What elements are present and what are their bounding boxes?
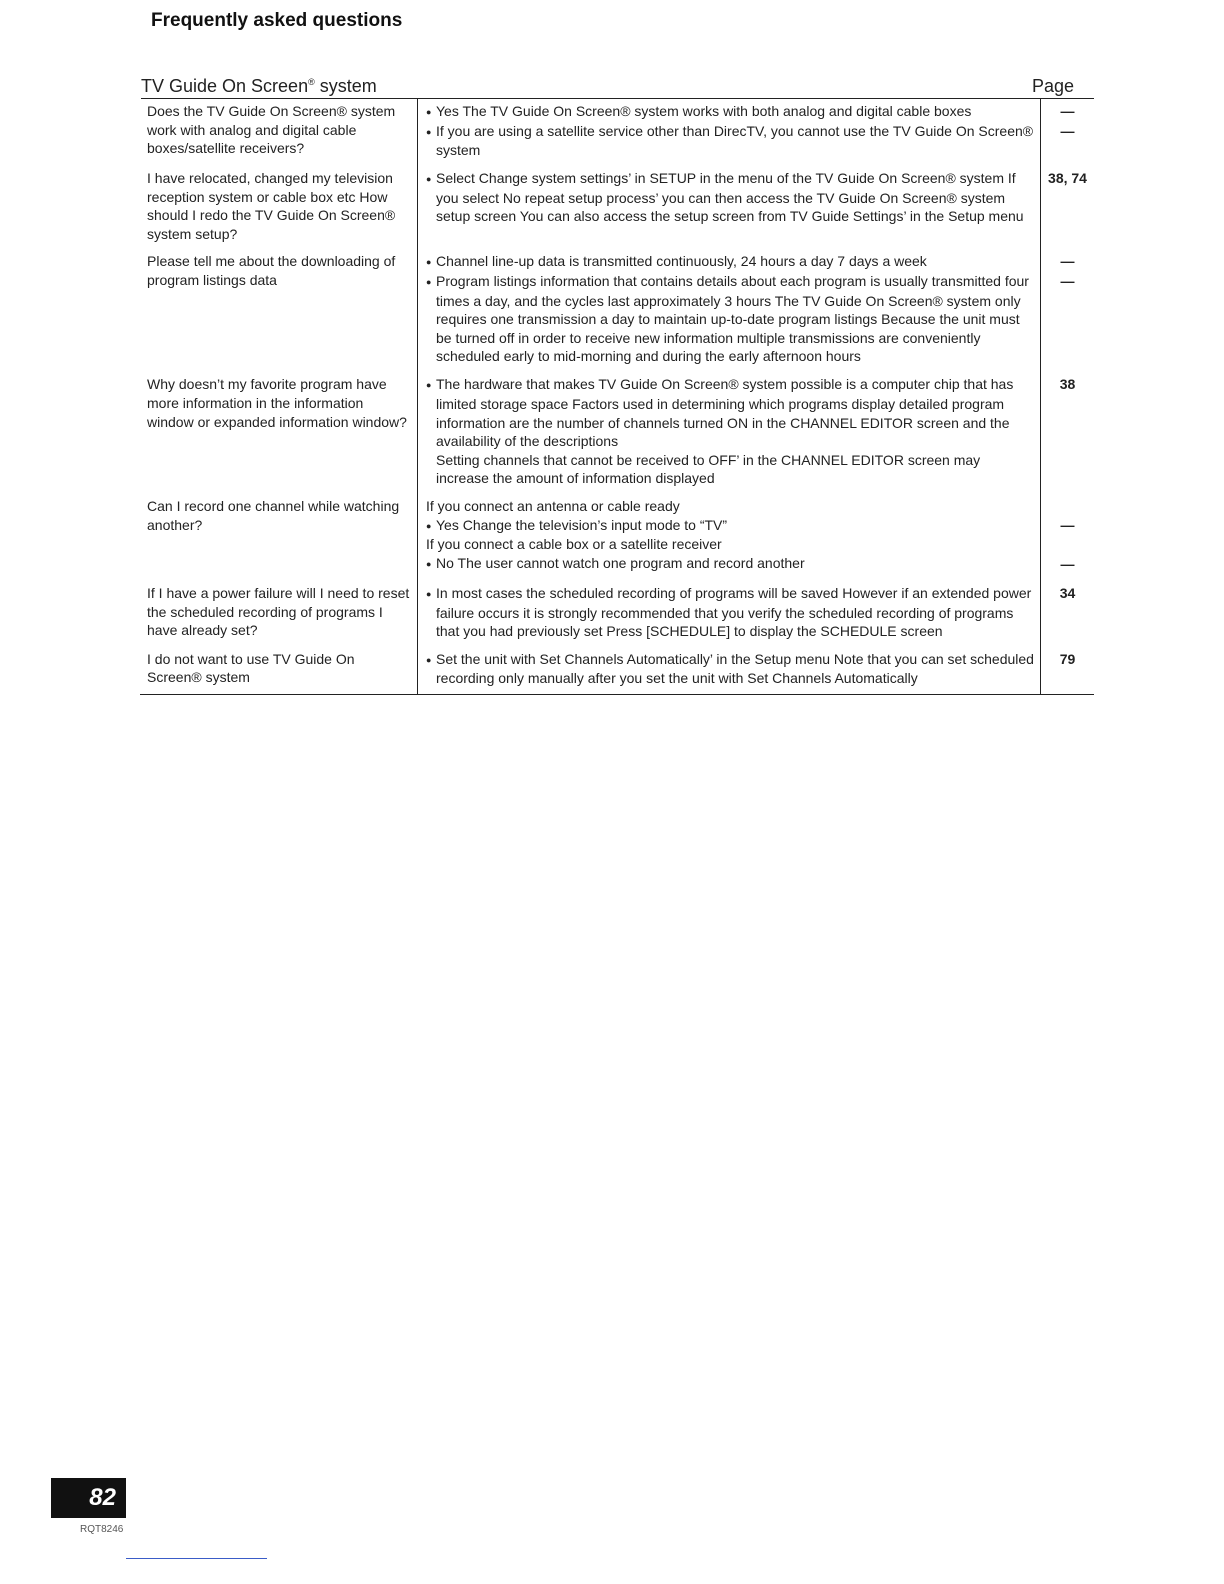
faq-question: I do not want to use TV Guide On Screen® system	[140, 647, 418, 695]
faq-table-body	[140, 99, 1094, 694]
faq-row	[140, 99, 1094, 166]
faq-question: Can I record one channel while watching another?	[140, 494, 418, 581]
answer-text: If you connect a cable box or a satellite receiver	[426, 536, 722, 553]
answer-bullet: ● The hardware that makes TV Guide On Screen® system possible is a computer chip that has limited storage space Factors used in determining which programs display detailed program information are the number of channels turned ON in the CHANNEL EDITOR screen and the availability of the descriptions	[426, 375, 1034, 450]
document-code: RQT8246	[80, 1524, 124, 1535]
page-ref-value: —	[1060, 123, 1075, 139]
faq-page-ref	[1041, 647, 1095, 695]
answer-bullet: ● In most cases the scheduled recording of programs will be saved However if an extended power failure occurs it is strongly recommended that you verify the scheduled recording of programs that you had previously set Press [SCHEDULE] to display the SCHEDULE screen	[426, 584, 1034, 641]
answer-text: If you connect an antenna or cable ready	[426, 497, 680, 514]
faq-question: If I have a power failure will I need to reset the scheduled recording of programs I have already set?	[140, 581, 418, 647]
faq-answer	[418, 581, 1041, 647]
faq-row	[140, 166, 1094, 249]
page-ref-value: —	[1060, 273, 1075, 290]
faq-answer	[418, 647, 1041, 695]
section-title	[141, 76, 377, 97]
answer-bullet: ● Program listings information that contains details about each program is usually transmitted four times a day, and the cycles last approximately 3 hours The TV Guide On Screen® system only requires one transmission a day to maintain up-to-date program listings Because the unit must be turned off in order to receive new information multiple transmissions are conveniently scheduled early to mid-morning and during the early afternoon hours	[426, 272, 1034, 366]
faq-row	[140, 647, 1094, 695]
faq-answer	[418, 494, 1041, 581]
faq-answer	[418, 372, 1041, 494]
section-title-text: TV Guide On Screen	[141, 76, 309, 96]
answer-bullet: ● Yes Change the television’s input mode to “TV”	[426, 516, 1034, 536]
section-header	[141, 76, 1094, 99]
page-ref-value: —	[1060, 103, 1075, 119]
page-heading: Frequently asked questions	[151, 10, 403, 31]
answer-bullet: ● Set the unit with Set Channels Automatically’ in the Setup menu Note that you can set scheduled recording only manually after you set the unit with Set Channels Automatically	[426, 650, 1034, 688]
faq-question: I have relocated, changed my television reception system or cable box etc How should I redo the TV Guide On Screen® system setup?	[140, 166, 418, 249]
faq-page-ref	[1041, 494, 1095, 581]
faq-page-ref	[1041, 99, 1095, 166]
page-ref-value	[1041, 497, 1094, 516]
faq-page-ref	[1041, 581, 1095, 647]
faq-page-ref	[1041, 166, 1095, 249]
page-ref-value: 34	[1059, 584, 1076, 601]
page-ref-value: 38	[1059, 376, 1076, 393]
faq-table	[140, 99, 1094, 695]
answer-bullet: ● If you are using a satellite service other than DirecTV, you cannot use the TV Guide On Screen® system	[426, 122, 1034, 160]
faq-page-ref	[1041, 372, 1095, 494]
page-number-badge	[51, 1478, 126, 1518]
section-title-suffix: system	[314, 76, 377, 96]
page-column-header: Page	[1031, 76, 1074, 96]
registered-mark: ®	[308, 77, 315, 87]
page-ref-value: —	[1060, 516, 1075, 533]
faq-question: Why doesn’t my favorite program have more information in the information window or expanded information window?	[140, 372, 418, 494]
answer-bullet: ● Channel line-up data is transmitted continuously, 24 hours a day 7 days a week	[426, 252, 1034, 272]
answer-bullet: ● Select Change system settings’ in SETUP in the menu of the TV Guide On Screen® system If you select No repeat setup process’ you can then access the TV Guide On Screen® system setup screen You can also access the setup screen from TV Guide Settings’ in the Setup menu	[426, 169, 1034, 226]
answer-bullet: ● Yes The TV Guide On Screen® system works with both analog and digital cable boxes	[426, 102, 1034, 122]
faq-row	[140, 249, 1094, 372]
faq-row	[140, 372, 1094, 494]
faq-row	[140, 494, 1094, 581]
faq-answer	[418, 166, 1041, 249]
page-ref-value: —	[1060, 253, 1075, 270]
page-ref-value: 79	[1059, 650, 1076, 667]
page-ref-value: 38, 74	[1048, 170, 1087, 186]
answer-bullet: ● No The user cannot watch one program and record another	[426, 554, 1034, 574]
faq-answer	[418, 99, 1041, 166]
faq-page-ref	[1041, 249, 1095, 372]
faq-question: Does the TV Guide On Screen® system work with analog and digital cable boxes/satellite receivers?	[140, 99, 418, 166]
answer-text: Setting channels that cannot be received to OFF’ in the CHANNEL EDITOR screen may increase the amount of information displayed	[436, 451, 981, 487]
page-ref-value	[1041, 536, 1094, 555]
page-number: 82	[89, 1484, 116, 1511]
faq-question: Please tell me about the downloading of program listings data	[140, 249, 418, 372]
faq-row	[140, 581, 1094, 647]
page-ref-value: —	[1060, 555, 1075, 572]
footer-rule	[126, 1558, 267, 1559]
faq-answer	[418, 249, 1041, 372]
